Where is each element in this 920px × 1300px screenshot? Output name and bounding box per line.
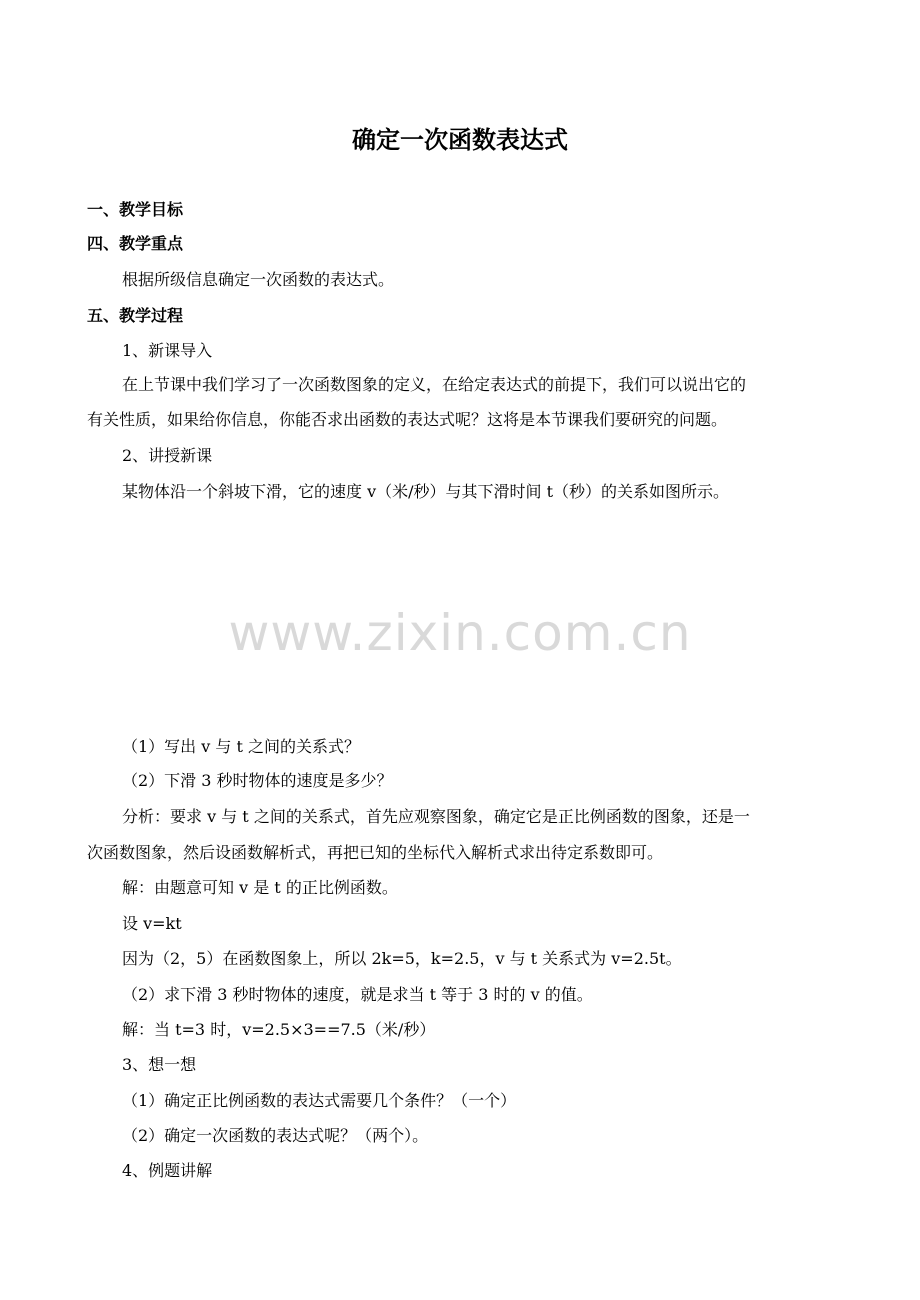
heading-teaching-focus: 四、教学重点 (87, 234, 184, 253)
solution-line: （2）求下滑 3 秒时物体的速度，就是求当 t 等于 3 时的 v 的值。 (122, 985, 593, 1004)
section-examples: 4、例题讲解 (122, 1161, 213, 1180)
watermark: www.zixin.com.cn (228, 604, 692, 662)
solution-line: 设 v=kt (122, 914, 182, 933)
solution-line: 解：由题意可知 v 是 t 的正比例函数。 (122, 878, 398, 897)
paragraph-line: 有关性质，如果给你信息，你能否求出函数的表达式呢？这将是本节课我们要研究的问题。 (87, 410, 728, 429)
solution-line: 因为（2，5）在函数图象上，所以 2k=5，k=2.5，v 与 t 关系式为 v=2.5t。 (122, 949, 682, 968)
paragraph-line: 在上节课中我们学习了一次函数图象的定义，在给定表达式的前提下，我们可以说出它的 (122, 375, 747, 394)
heading-teaching-goals: 一、教学目标 (87, 200, 184, 219)
question-1: （1）写出 v 与 t 之间的关系式？ (122, 737, 360, 756)
document-title: 确定一次函数表达式 (352, 126, 568, 154)
example-statement: 某物体沿一个斜坡下滑，它的速度 v（米/秒）与其下滑时间 t（秒）的关系如图所示。 (122, 482, 730, 501)
question-2: （2）下滑 3 秒时物体的速度是多少？ (122, 771, 393, 790)
solution-line: 解：当 t=3 时，v=2.5×3==7.5（米/秒） (122, 1020, 436, 1039)
think-line: （2）确定一次函数的表达式呢？（两个）。 (122, 1126, 429, 1145)
section-new-lesson-intro: 1、新课导入 (122, 341, 213, 360)
think-line: （1）确定正比例函数的表达式需要几个条件？（一个） (122, 1091, 517, 1110)
section-think: 3、想一想 (122, 1055, 197, 1074)
analysis-line: 分析：要求 v 与 t 之间的关系式，首先应观察图象，确定它是正比例函数的图象，还是一 (122, 807, 750, 826)
focus-text: 根据所级信息确定一次函数的表达式。 (122, 270, 395, 289)
analysis-line: 次函数图象，然后设函数解析式，再把已知的坐标代入解析式求出待定系数即可。 (87, 843, 664, 862)
heading-teaching-process: 五、教学过程 (87, 306, 184, 325)
section-new-lesson: 2、讲授新课 (122, 446, 213, 465)
